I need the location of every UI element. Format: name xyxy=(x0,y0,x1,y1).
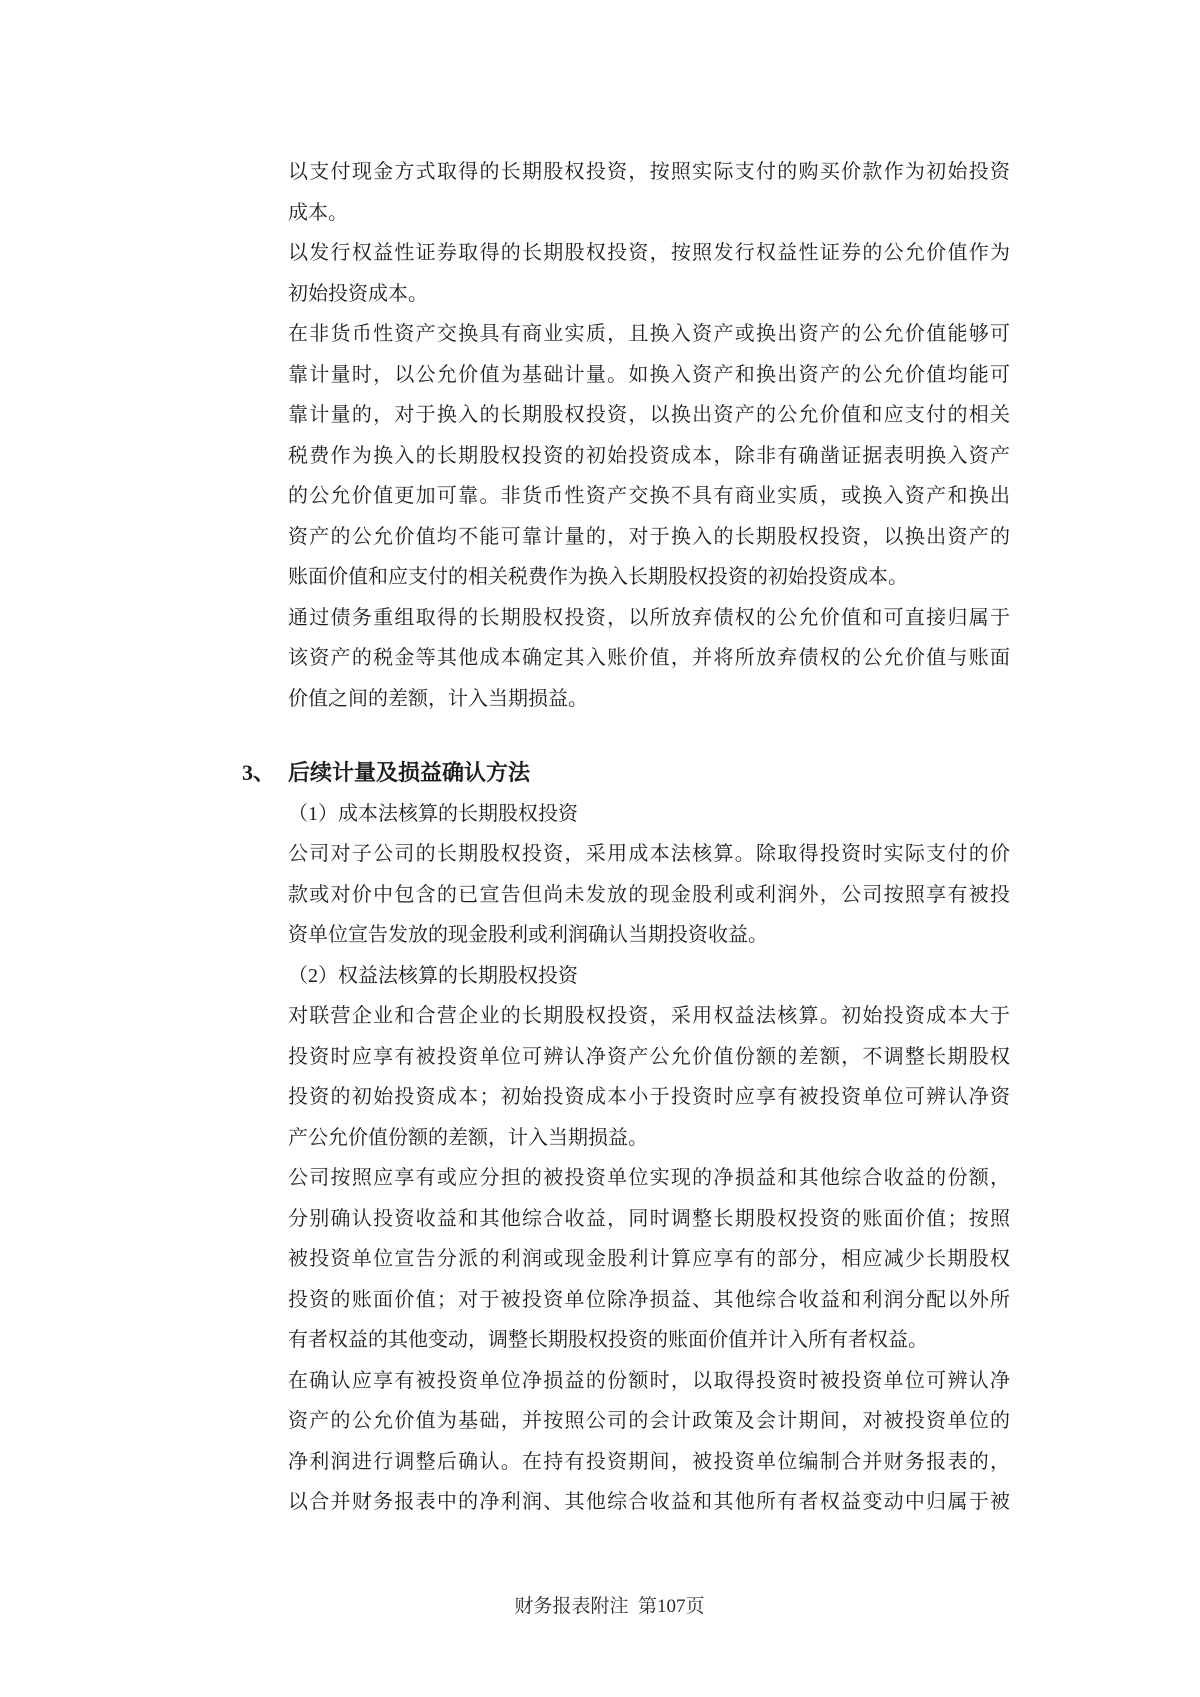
paragraph xyxy=(288,996,1010,1158)
text-line: 对联营企业和合营企业的长期股权投资，采用权益法核算。初始投资成本大于 xyxy=(288,1005,1010,1027)
paragraph xyxy=(288,598,1010,720)
text-line: 净利润进行调整后确认。在持有投资期间，被投资单位编制合并财务报表的， xyxy=(288,1450,1010,1473)
section-number: 3、 xyxy=(242,760,276,785)
paragraph xyxy=(288,314,1010,598)
text-line: 靠计量的，对于换入的长期股权投资，以换出资产的公允价值和应支付的相关 xyxy=(288,404,1010,426)
text-line: 产公允价值份额的差额，计入当期损益。 xyxy=(288,1126,648,1149)
text-line: 公司对子公司的长期股权投资，采用成本法核算。除取得投资时实际支付的价 xyxy=(288,843,1010,865)
text-line: 有者权益的其他变动，调整长期股权投资的账面价值并计入所有者权益。 xyxy=(288,1329,928,1351)
paragraph xyxy=(288,794,1010,835)
text-line: 投资时应享有被投资单位可辨认净资产公允价值份额的差额，不调整长期股权 xyxy=(288,1045,1010,1068)
section-heading xyxy=(242,753,1010,794)
paragraph xyxy=(288,1361,1010,1523)
text-line: 的公允价值更加可靠。非货币性资产交换不具有商业实质，或换入资产和换出 xyxy=(288,485,1010,507)
text-line: 在确认应享有被投资单位净损益的份额时，以取得投资时被投资单位可辨认净 xyxy=(288,1369,1010,1392)
text-line: 以支付现金方式取得的长期股权投资，按照实际支付的购买价款作为初始投资 xyxy=(288,161,1010,183)
text-line: 税费作为换入的长期股权投资的初始投资成本，除非有确凿证据表明换入资产 xyxy=(288,444,1010,467)
footer-text: 财务报表附注 第107页 xyxy=(514,1596,705,1617)
paragraph xyxy=(288,834,1010,956)
text-line: 分别确认投资收益和其他综合收益，同时调整长期股权投资的账面价值；按照 xyxy=(288,1207,1010,1230)
section-heading-title: 后续计量及损益确认方法 xyxy=(288,760,531,785)
text-line: 账面价值和应支付的相关税费作为换入长期股权投资的初始投资成本。 xyxy=(288,566,908,588)
text-line: 初始投资成本。 xyxy=(288,282,428,305)
paragraph xyxy=(288,233,1010,314)
paragraph xyxy=(288,152,1010,233)
text-line: 资产的公允价值为基础，并按照公司的会计政策及会计期间，对被投资单位的 xyxy=(288,1410,1010,1432)
paragraph xyxy=(288,956,1010,997)
text-line: 投资的初始投资成本；初始投资成本小于投资时应享有被投资单位可辨认净资 xyxy=(288,1086,1010,1108)
text-line: 资单位宣告发放的现金股利或利润确认当期投资收益。 xyxy=(288,924,768,946)
text-line: 价值之间的差额，计入当期损益。 xyxy=(288,687,588,710)
text-line: 该资产的税金等其他成本确定其入账价值，并将所放弃债权的公允价值与账面 xyxy=(288,647,1010,669)
text-line: 款或对价中包含的已宣告但尚未发放的现金股利或利润外，公司按照享有被投 xyxy=(288,883,1010,906)
text-line: 通过债务重组取得的长期股权投资，以所放弃债权的公允价值和可直接归属于 xyxy=(288,606,1010,629)
text-line: 成本。 xyxy=(288,201,348,224)
text-line: 靠计量时，以公允价值为基础计量。如换入资产和换出资产的公允价值均能可 xyxy=(288,363,1010,386)
text-line: 被投资单位宣告分派的利润或现金股利计算应享有的部分，相应减少长期股权 xyxy=(288,1248,1010,1270)
page-footer xyxy=(0,1568,1200,1646)
paragraph xyxy=(288,1158,1010,1361)
text-line: 在非货币性资产交换具有商业实质，且换入资产或换出资产的公允价值能够可 xyxy=(288,323,1010,345)
text-line: （2）权益法核算的长期股权投资 xyxy=(288,964,578,987)
document-body xyxy=(242,152,1010,1523)
text-line: （1）成本法核算的长期股权投资 xyxy=(288,802,578,825)
text-line: 以合并财务报表中的净利润、其他综合收益和其他所有者权益变动中归属于被 xyxy=(288,1491,1010,1513)
text-line: 资产的公允价值均不能可靠计量的，对于换入的长期股权投资，以换出资产的 xyxy=(288,525,1010,548)
text-line: 以发行权益性证券取得的长期股权投资，按照发行权益性证券的公允价值作为 xyxy=(288,242,1010,264)
text-line: 投资的账面价值；对于被投资单位除净损益、其他综合收益和利润分配以外所 xyxy=(288,1288,1010,1311)
text-line: 公司按照应享有或应分担的被投资单位实现的净损益和其他综合收益的份额， xyxy=(288,1167,1010,1189)
